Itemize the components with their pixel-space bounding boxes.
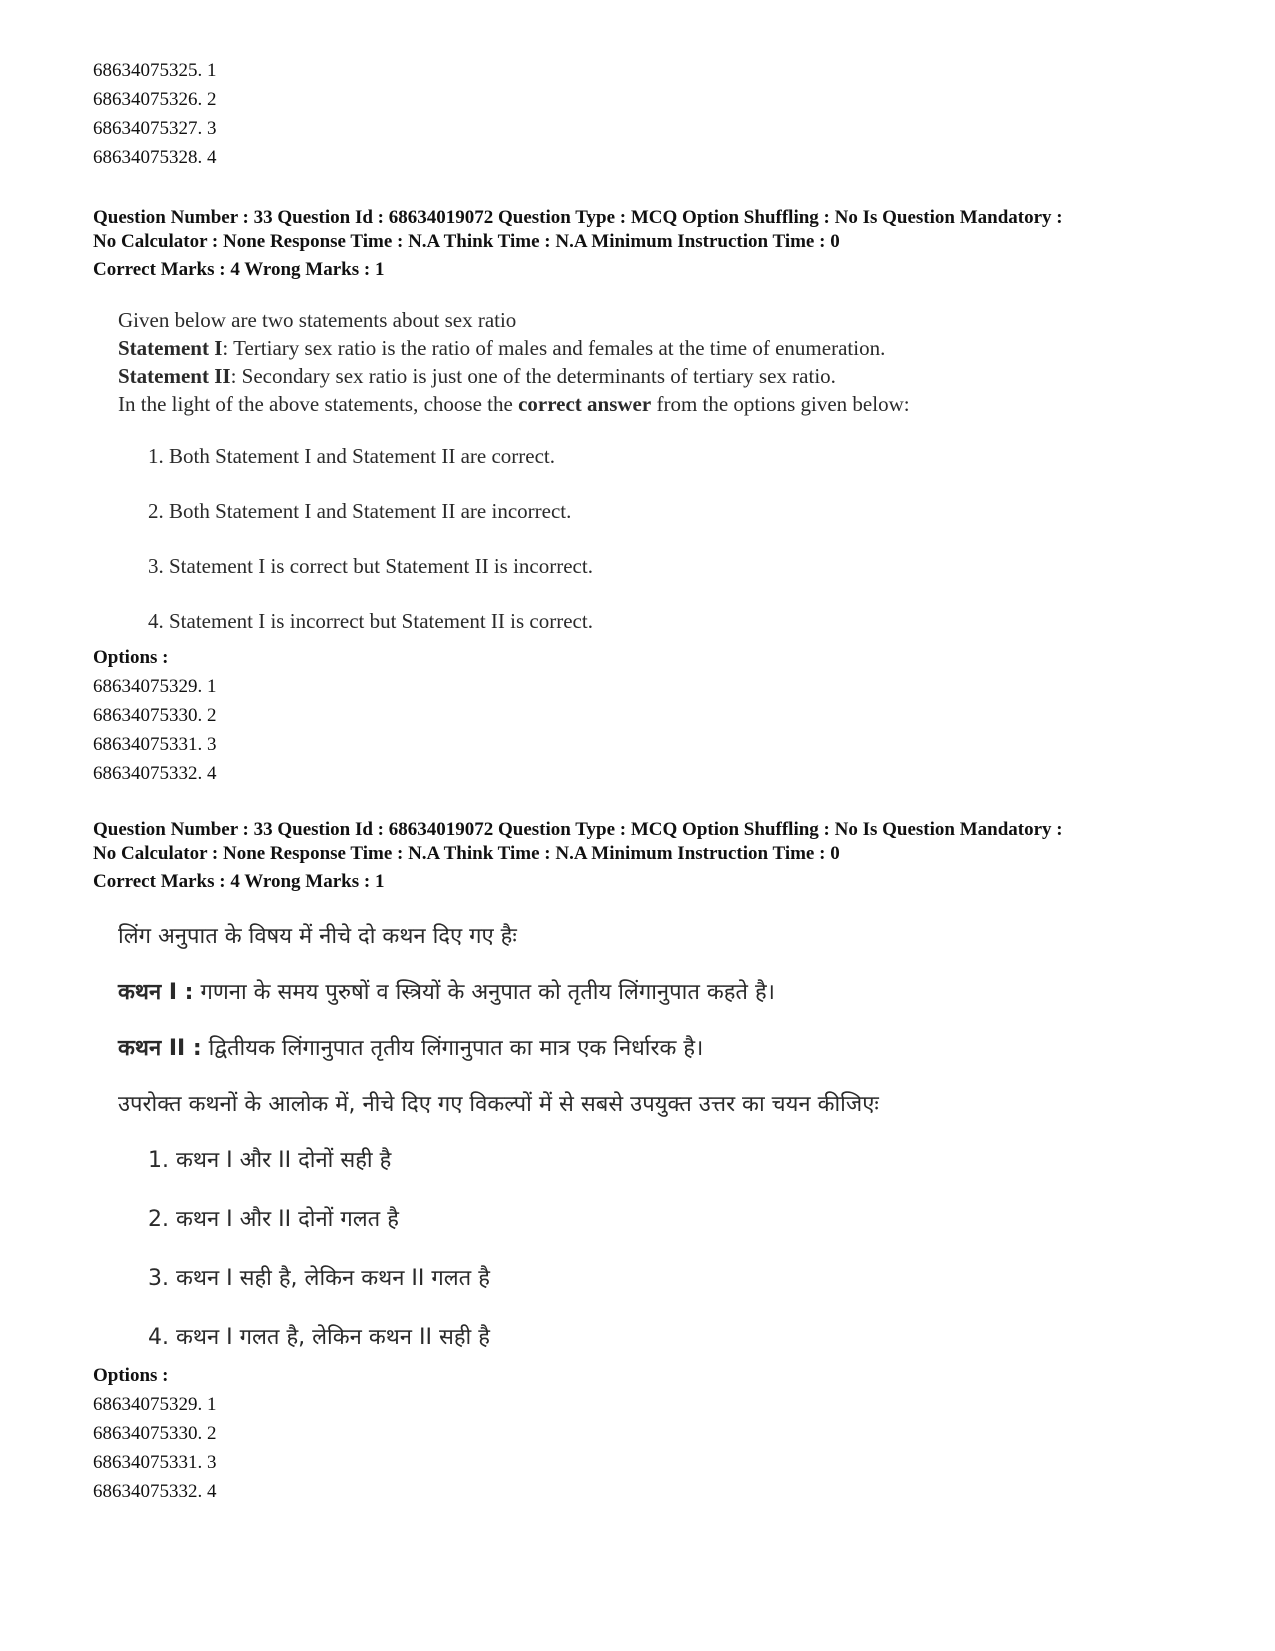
choice-item: 1. Both Statement I and Statement II are correct. <box>148 444 556 468</box>
question-instruction: उपरोक्त कथनों के आलोक में, नीचे दिए गए विकल्पों में से सबसे उपयुक्त उत्तर का चयन कीजिएः <box>118 1092 879 1117</box>
marks-line: Correct Marks : 4 Wrong Marks : 1 <box>93 871 385 892</box>
question-instruction: In the light of the above statements, choose the correct answer from the options given below: <box>118 392 910 416</box>
option-row: 68634075327. 3 <box>93 118 217 139</box>
option-row: 68634075328. 4 <box>93 147 217 168</box>
statement-1: कथन I : गणना के समय पुरुषों व स्त्रियों के अनुपात को तृतीय लिंगानुपात कहते है। <box>118 980 775 1005</box>
option-row: 68634075330. 2 <box>93 705 217 726</box>
option-row: 68634075332. 4 <box>93 1481 217 1502</box>
options-label: Options : <box>93 1365 169 1386</box>
question-body-hindi <box>118 922 1218 1382</box>
question-meta-english <box>93 206 1243 282</box>
option-row: 68634075329. 1 <box>93 1394 217 1415</box>
choice-item: 4. कथन I गलत है, लेकिन कथन II सही है <box>148 1325 490 1350</box>
statement-1: Statement I: Tertiary sex ratio is the ratio of males and females at the time of enumeration. <box>118 336 886 360</box>
choice-item: 3. कथन I सही है, लेकिन कथन II गलत है <box>148 1266 490 1291</box>
previous-options-list <box>93 56 217 172</box>
option-row: 68634075330. 2 <box>93 1423 217 1444</box>
options-list-english <box>93 643 217 788</box>
option-row: 68634075326. 2 <box>93 89 217 110</box>
question-body-english <box>118 306 1218 662</box>
choice-item: 4. Statement I is incorrect but Statement II is correct. <box>148 609 593 633</box>
statement-2: कथन II : द्वितीयक लिंगानुपात तृतीय लिंगानुपात का मात्र एक निर्धारक है। <box>118 1036 704 1061</box>
question-intro: लिंग अनुपात के विषय में नीचे दो कथन दिए गए हैः <box>118 924 517 949</box>
meta-line: Question Number : 33 Question Id : 68634019072 Question Type : MCQ Option Shuffling : No Is Question Mandatory : <box>93 207 1063 228</box>
option-row: 68634075332. 4 <box>93 763 217 784</box>
options-list-hindi <box>93 1361 217 1506</box>
question-intro: Given below are two statements about sex ratio <box>118 308 517 332</box>
statement-2: Statement II: Secondary sex ratio is just one of the determinants of tertiary sex ratio. <box>118 364 836 388</box>
option-row: 68634075329. 1 <box>93 676 217 697</box>
options-label: Options : <box>93 647 169 668</box>
meta-line: Question Number : 33 Question Id : 68634019072 Question Type : MCQ Option Shuffling : No Is Question Mandatory : <box>93 819 1063 840</box>
meta-line: No Calculator : None Response Time : N.A Think Time : N.A Minimum Instruction Time : 0 <box>93 843 840 864</box>
choice-item: 2. Both Statement I and Statement II are incorrect. <box>148 499 572 523</box>
option-row: 68634075331. 3 <box>93 734 217 755</box>
choice-item: 3. Statement I is correct but Statement II is incorrect. <box>148 554 593 578</box>
choice-item: 2. कथन I और II दोनों गलत है <box>148 1207 399 1232</box>
marks-line: Correct Marks : 4 Wrong Marks : 1 <box>93 259 385 280</box>
question-meta-hindi <box>93 818 1243 894</box>
option-row: 68634075331. 3 <box>93 1452 217 1473</box>
option-row: 68634075325. 1 <box>93 60 217 81</box>
choice-item: 1. कथन I और II दोनों सही है <box>148 1148 392 1173</box>
meta-line: No Calculator : None Response Time : N.A Think Time : N.A Minimum Instruction Time : 0 <box>93 231 840 252</box>
